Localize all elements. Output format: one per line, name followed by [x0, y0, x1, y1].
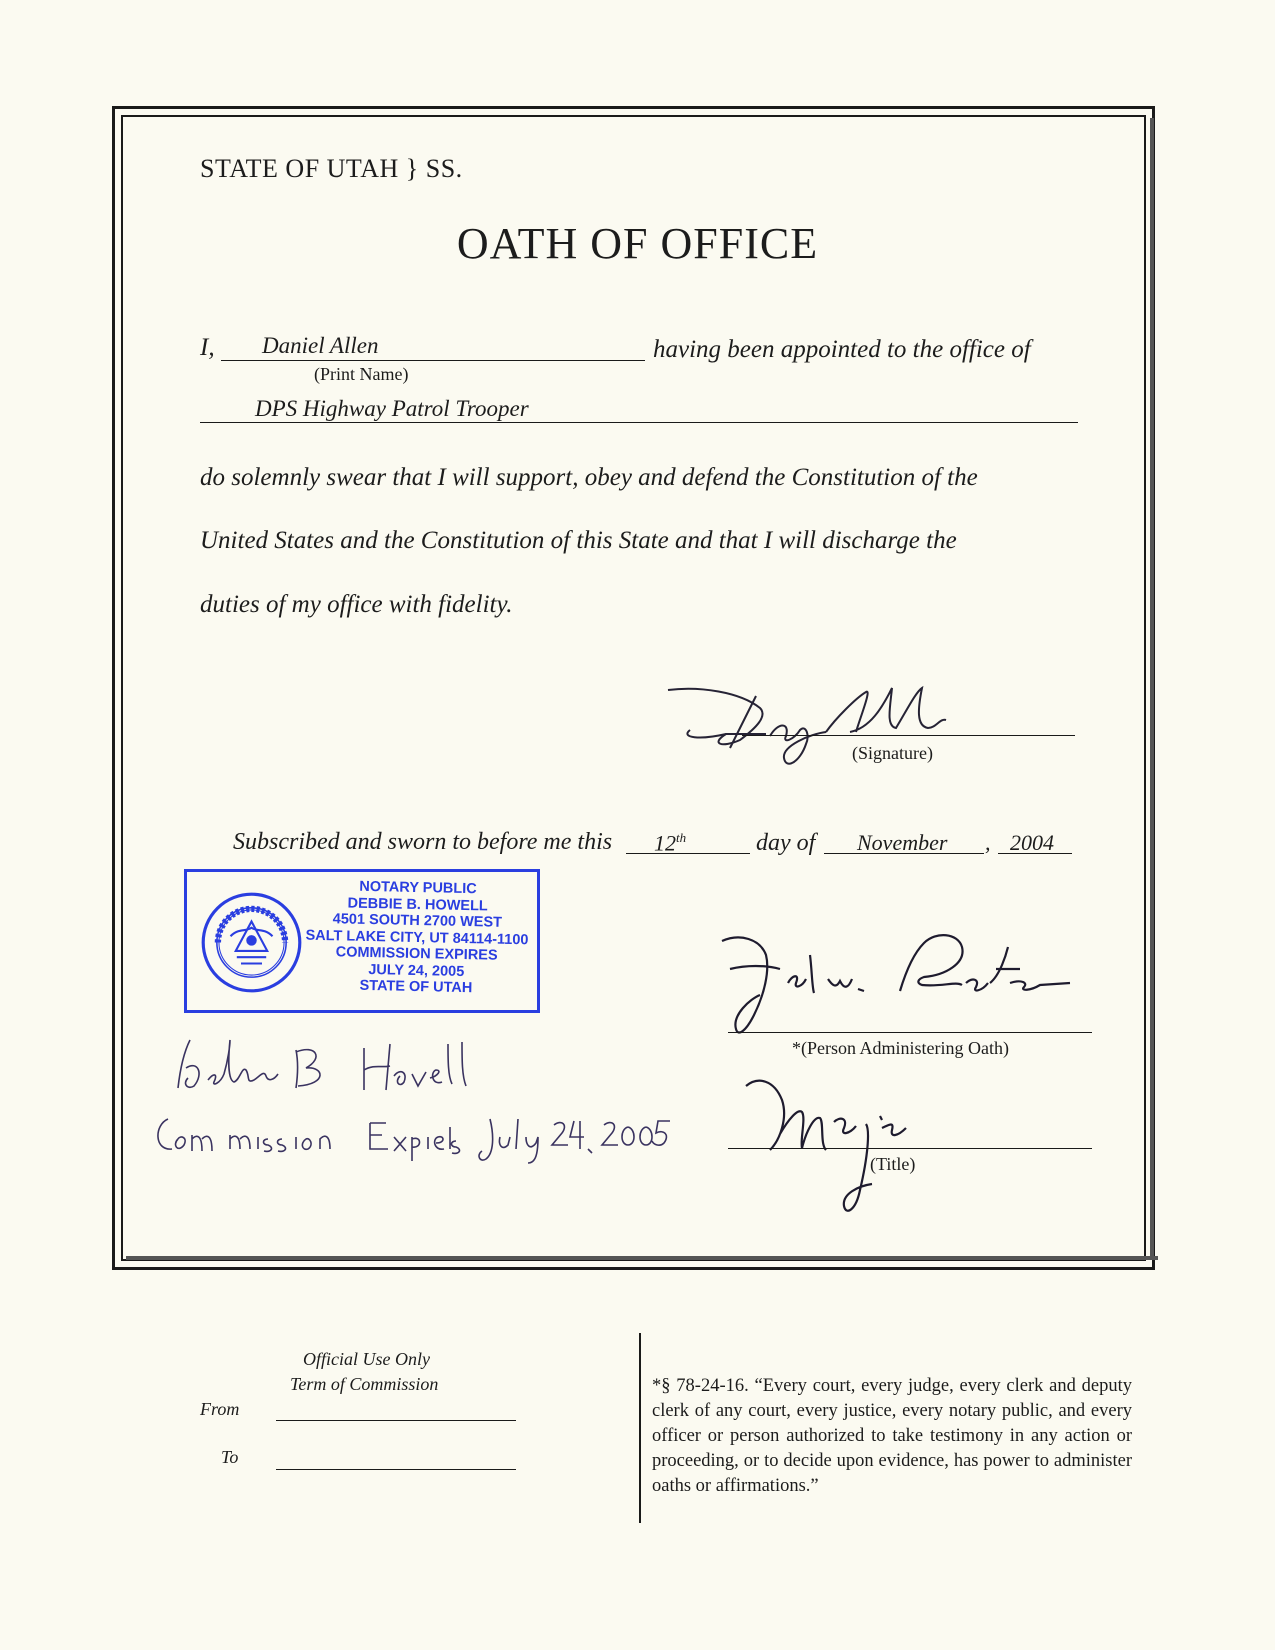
oath-prefix: I,	[200, 334, 215, 361]
notary-stamp	[184, 869, 540, 1013]
day-ordinal-suffix: th	[676, 830, 687, 845]
to-label: To	[221, 1447, 239, 1467]
stamp-line-5: COMMISSION EXPIRES	[335, 944, 498, 964]
month-comma: ,	[985, 830, 991, 855]
oath-body-line-2: United States and the Constitution of this State and that I will discharge the	[200, 527, 957, 554]
administering-person-caption: *(Person Administering Oath)	[792, 1038, 1009, 1058]
oath-taker-signature	[660, 678, 1000, 778]
stamp-line-2: DEBBIE B. HOWELL	[347, 895, 488, 914]
footer-divider	[639, 1333, 641, 1523]
name-underline	[221, 360, 645, 361]
day-of-text: day of	[756, 830, 816, 856]
appointed-text: having been appointed to the office of	[653, 336, 1031, 363]
to-field-line	[276, 1469, 516, 1470]
stamp-line-7: STATE OF UTAH	[359, 977, 473, 997]
sworn-month: November	[857, 830, 948, 855]
administering-officer-signature	[710, 925, 1090, 1045]
oath-body-line-3: duties of my office with fidelity.	[200, 591, 513, 618]
term-of-commission-heading: Term of Commission	[290, 1374, 439, 1394]
stamp-line-4: SALT LAKE CITY, UT 84114-1100	[305, 927, 529, 948]
sworn-prefix: Subscribed and sworn to before me this	[233, 829, 613, 855]
state-venue-line: STATE OF UTAH } SS.	[200, 154, 463, 183]
notary-handwritten-signature	[168, 1030, 478, 1100]
print-name-value: Daniel Allen	[262, 333, 379, 358]
from-label: From	[200, 1399, 240, 1419]
document-title: OATH OF OFFICE	[456, 219, 819, 268]
print-name-caption: (Print Name)	[314, 364, 409, 384]
office-underline	[200, 422, 1078, 423]
day-underline	[626, 853, 750, 854]
stamp-line-3: 4501 SOUTH 2700 WEST	[332, 911, 503, 931]
border-shadow-right	[1150, 118, 1154, 1260]
stamp-line-6: JULY 24, 2005	[368, 961, 465, 980]
office-value: DPS Highway Patrol Trooper	[255, 396, 529, 421]
commission-expiry-handwriting	[150, 1105, 670, 1165]
statute-note: *§ 78-24-16. “Every court, every judge, every clerk and deputy clerk of any court, every justice, every notary public, and every officer or person authorized to take testimony in any action or proceeding, or to decide upon evidence, has power to administer oaths or affirmations.”	[652, 1376, 1132, 1496]
administering-title-line	[728, 1148, 1092, 1149]
stamp-line-1: NOTARY PUBLIC	[359, 878, 477, 898]
administering-title-handwriting	[740, 1060, 930, 1225]
sworn-day-number: 12th	[654, 830, 687, 856]
from-field-line	[276, 1420, 516, 1421]
administering-title-caption: (Title)	[870, 1154, 916, 1174]
utah-state-seal	[199, 890, 304, 995]
border-shadow-bottom	[126, 1256, 1158, 1260]
oath-body-line-1: do solemnly swear that I will support, obey and defend the Constitution of the	[200, 464, 978, 491]
administering-person-line	[728, 1032, 1092, 1033]
sworn-year: 2004	[1010, 830, 1054, 855]
signature-line	[742, 735, 1075, 736]
signature-caption: (Signature)	[852, 743, 933, 763]
official-use-heading: Official Use Only	[303, 1349, 430, 1369]
